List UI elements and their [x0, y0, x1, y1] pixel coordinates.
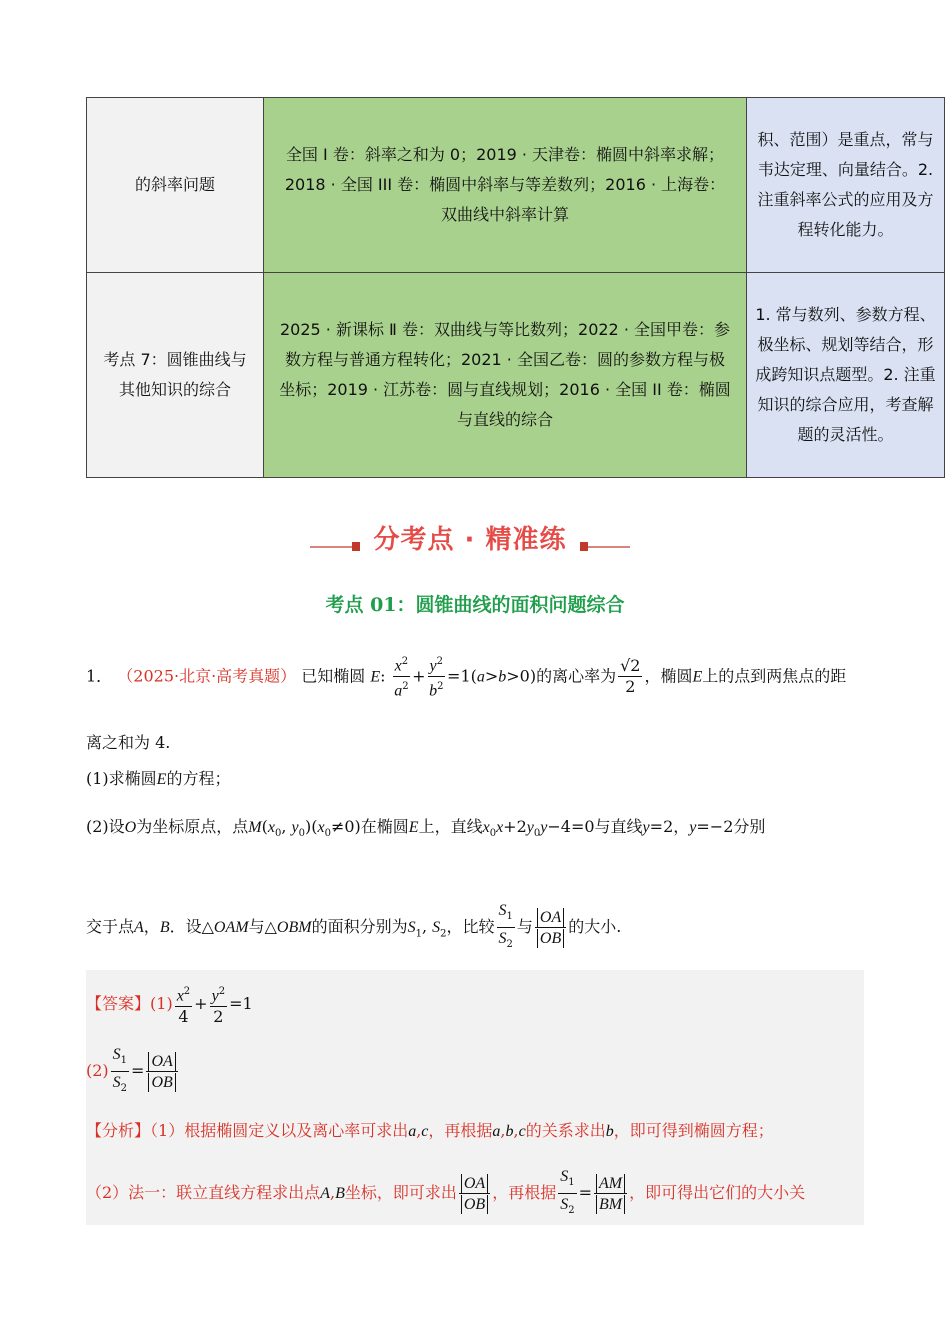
- text: 为坐标原点，点: [136, 817, 249, 836]
- question-part-2: (2)设O为坐标原点，点$M(x_0$, $y_0)(x_0\ne 0)$在椭圆E上，直线$x_0x+2y_0y-4=0$与直线y=2，y=−2分别: [86, 817, 766, 840]
- text: ，再根据: [492, 1183, 557, 1203]
- text: 的方程；: [166, 769, 231, 788]
- text: 的关系求出: [525, 1121, 606, 1140]
- text: 上，直线: [418, 817, 483, 836]
- text: ，即可得到椭圆方程；: [613, 1121, 774, 1140]
- text: 交于点: [86, 917, 135, 937]
- banner-divider-right: [588, 546, 630, 548]
- text: ，再根据: [428, 1121, 493, 1140]
- notes-cell: 1. 常与数列、参数方程、极坐标、规划等结合，形成跨知识点题型。2. 注重知识的综合应用，考查解题的灵活性。: [747, 273, 945, 478]
- text: 的大小.: [568, 917, 622, 937]
- text: （2）法一：联立直线方程求出点: [86, 1183, 321, 1203]
- exams-cell: 全国 I 卷：斜率之和为 0；2019 · 天津卷：椭圆中斜率求解；2018 · 全国 III 卷：椭圆中斜率与等差数列；2016 · 上海卷：双曲线中斜率计算: [264, 98, 747, 273]
- question-number: 1．: [86, 666, 113, 686]
- notes-cell: 积、范围）是重点，常与韦达定理、向量结合。2. 注重斜率公式的应用及方程转化能力。: [747, 98, 945, 273]
- answer-line-1: 【答案】(1) $\frac{x^2}{4}$ + $\frac{y^2}{2}$ =1: [86, 982, 253, 1027]
- banner-square-icon: [580, 542, 588, 551]
- text: 上的点到两焦点的距: [702, 666, 847, 686]
- question-line-1: 1． （2025·北京·高考真题） 已知椭圆 E: $\frac{x^2}{a^2}$ + $\frac{y^2}{b^2}$ =1(a>b>0)的离心率为 $\frac{√2}{2}$ ，椭圆E上的点到两焦点的距: [86, 652, 846, 702]
- text: ，椭圆: [644, 666, 693, 686]
- exams-cell: 2025 · 新课标 Ⅱ 卷：双曲线与等比数列；2022 · 全国甲卷：参数方程与普通方程转化；2021 · 全国乙卷：圆的参数方程与极坐标；2019 · 江苏卷：圆与直线规划；2016 · 全国 II 卷：椭圆与直线的综合: [264, 273, 747, 478]
- analysis-line-1: 【分析】（1）根据椭圆定义以及离心率可求出a,c，再根据a,b,c的关系求出b，即可得到椭圆方程；: [86, 1121, 774, 1140]
- section-title: 考点 01：圆锥曲线的面积问题综合: [325, 594, 625, 616]
- answer-box: [86, 970, 864, 1225]
- question-line-5: 交于点A，B．设△OAM与△OBM的面积分别为$S_1$, $S_2$，比较 $\frac{S_1}{S_2}$ 与 $\frac{OA}{OB}$ 的大小.: [86, 902, 622, 951]
- text: ，即可得出它们的大小关: [629, 1183, 806, 1203]
- text: ，比较: [446, 917, 495, 937]
- section-banner: [310, 520, 630, 560]
- text: 分别: [733, 817, 766, 836]
- text: 与直线: [594, 817, 643, 836]
- text: ．设: [169, 917, 202, 937]
- text: （1）根据椭圆定义以及离心率可求出: [150, 1121, 409, 1140]
- text: ，: [673, 817, 690, 836]
- question-part-1: (1)求椭圆E的方程；: [86, 769, 231, 788]
- text: (1): [150, 994, 173, 1014]
- table-row: [87, 273, 945, 478]
- topic-cell: 的斜率问题: [87, 98, 264, 273]
- text: 的面积分别为: [311, 917, 408, 937]
- question-line-2: 离之和为 4.: [86, 733, 171, 752]
- question-source: （2025·北京·高考真题）: [117, 666, 297, 686]
- analysis-label: 【分析】: [86, 1121, 151, 1140]
- analysis-line-2: （2）法一：联立直线方程求出点A,B坐标，即可求出 $\frac{OA}{OB}$ ，再根据 $\frac{S_1}{S_2}$ = $\frac{AM}{BM}$ ，即可得出它们的大小关: [86, 1168, 806, 1217]
- answer-label: 【答案】: [86, 994, 151, 1014]
- text: (2)设: [86, 817, 125, 836]
- banner-title: 分考点 · 精准练: [373, 525, 567, 555]
- text: 已知椭圆: [301, 666, 366, 686]
- text: 与: [516, 917, 533, 937]
- topic-cell: 考点 7：圆锥曲线与其他知识的综合: [87, 273, 264, 478]
- answer-line-2: (2) $\frac{S_1}{S_2}$ = $\frac{OA}{OB}$: [86, 1044, 180, 1099]
- text: 与: [248, 917, 265, 937]
- text: 在椭圆: [360, 817, 409, 836]
- text: 坐标，即可求出: [344, 1183, 457, 1203]
- text: (2): [86, 1061, 109, 1081]
- banner-square-icon: [352, 542, 360, 551]
- table-row: [87, 98, 945, 273]
- text: 的离心率为: [536, 666, 617, 686]
- banner-divider-left: [310, 546, 352, 548]
- exam-points-table: [86, 97, 945, 478]
- text: (1)求椭圆: [86, 769, 157, 788]
